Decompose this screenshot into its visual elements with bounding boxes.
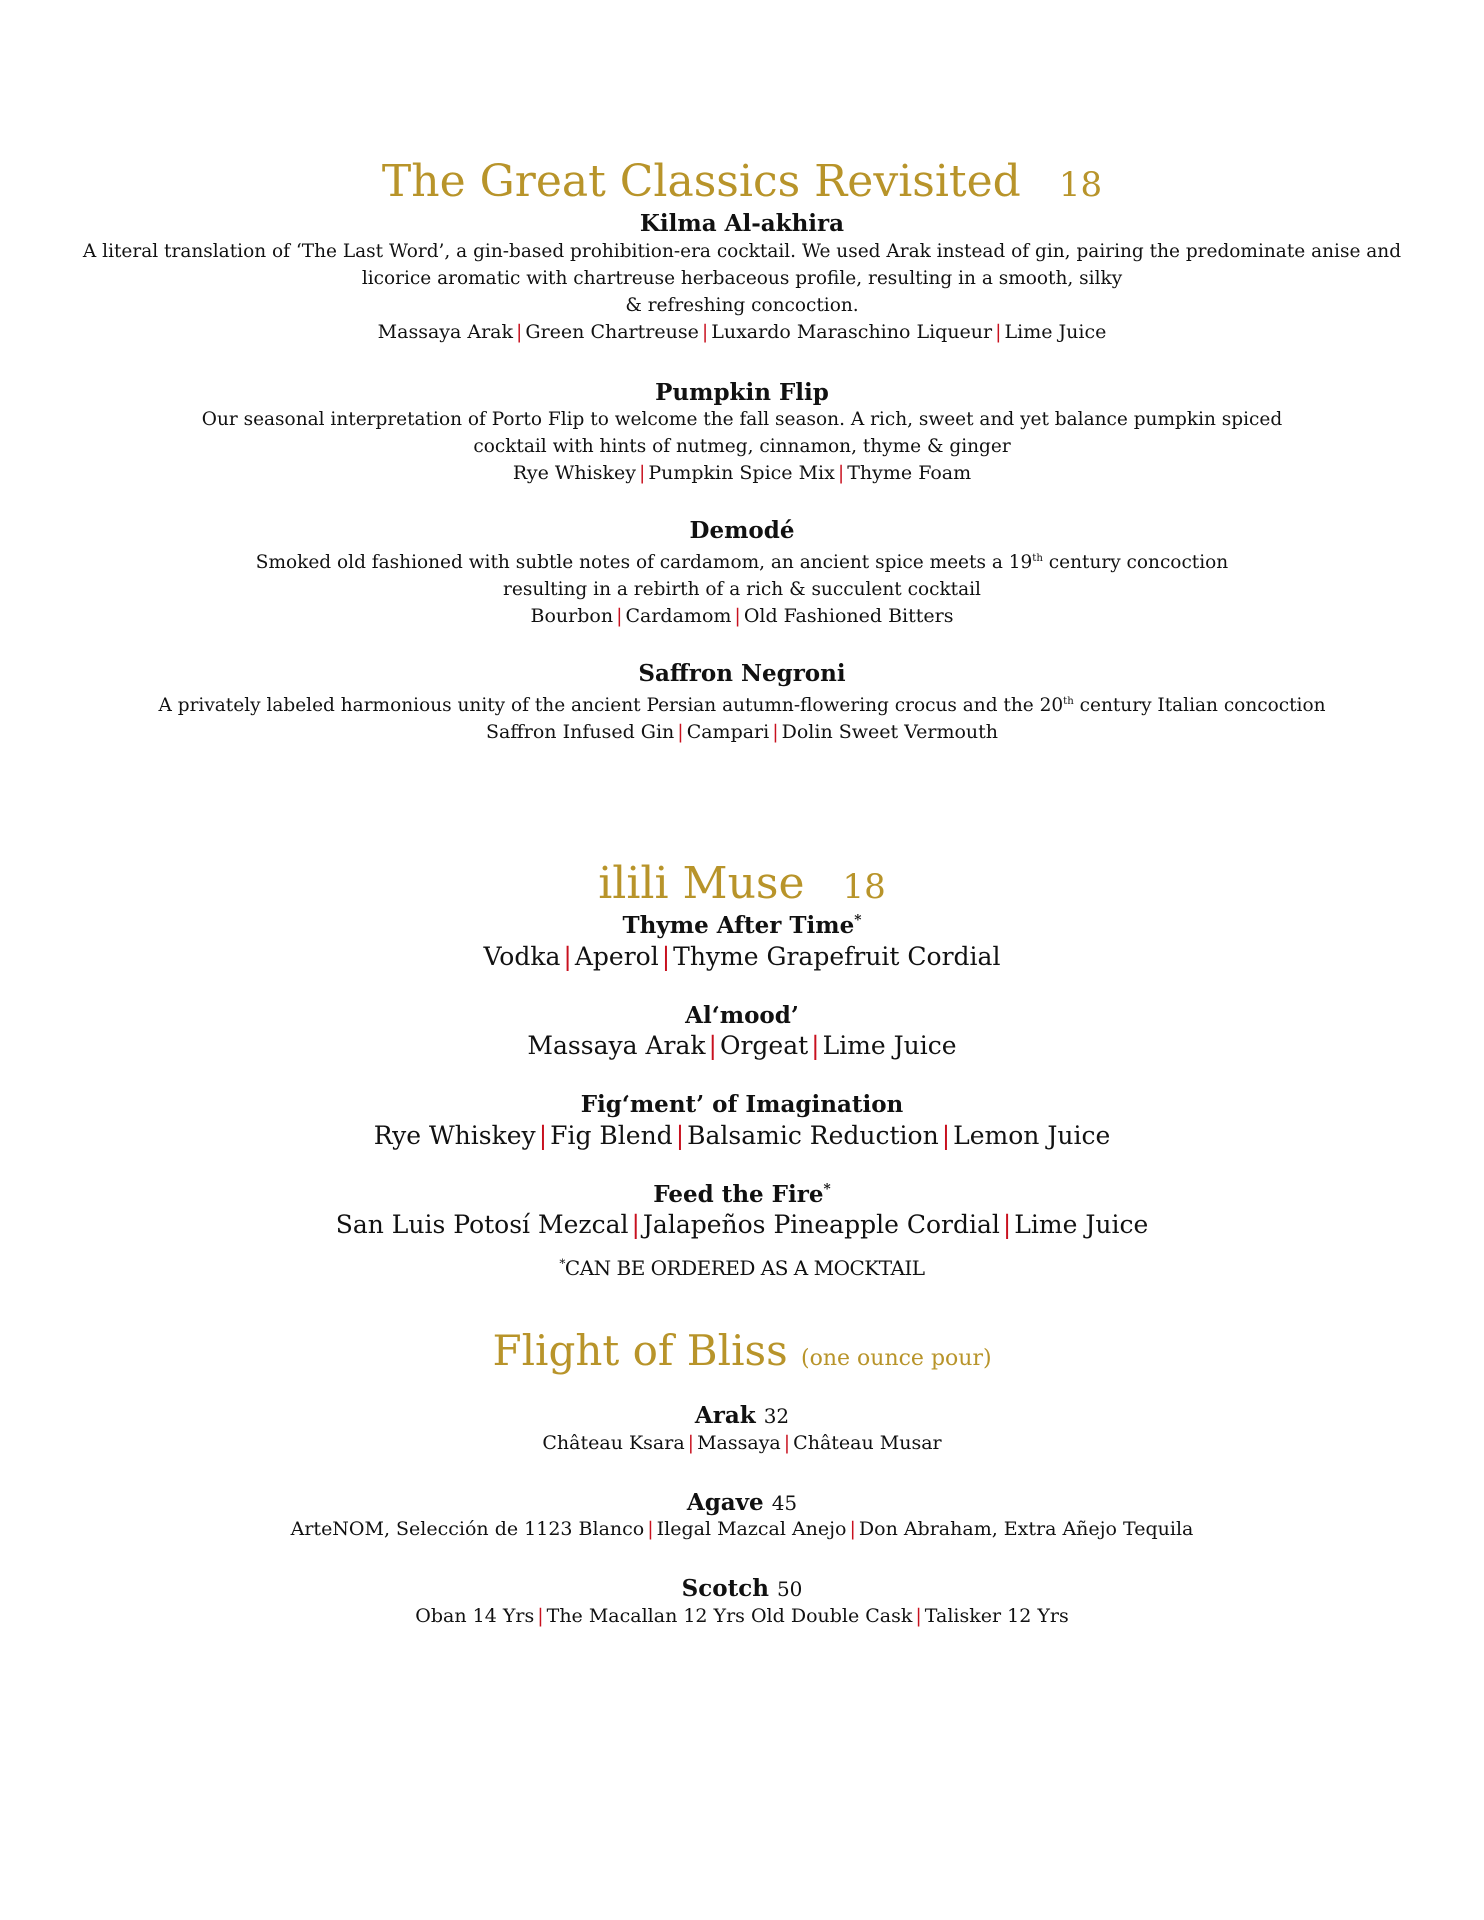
ingredient: Thyme Grapefruit Cordial: [673, 941, 1001, 971]
item-description: A literal translation of ‘The Last Word’, a gin-based prohibition-era cocktail. We used Arak instead of gin, pairing the predominate anise and: [82, 240, 1402, 262]
menu-item: [0, 1489, 1484, 1544]
item-description: cocktail with hints of nutmeg, cinnamon, thyme & ginger: [473, 436, 1011, 458]
muse-price: 18: [842, 867, 886, 907]
item-name-text: Arak: [694, 1402, 756, 1429]
desc-text: Smoked old fashioned with subtle notes of cardamom, an ancient spice meets a 19: [255, 551, 1033, 573]
item-description: Our seasonal interpretation of Porto Flip to welcome the fall season. A rich, sweet and yet balance pumpkin spiced: [201, 409, 1283, 431]
separator: |: [837, 462, 845, 485]
mocktail-note-text: CAN BE ORDERED AS A MOCKTAIL: [564, 1256, 925, 1281]
separator: |: [734, 604, 741, 627]
muse-title: [0, 858, 1484, 909]
ingredient: Lime Juice: [1004, 320, 1107, 343]
item-description: licorice aromatic with chartreuse herbaceous profile, resulting in a smooth, silky: [361, 267, 1123, 289]
item-ingredients: [0, 1516, 1484, 1543]
item-name: Demodé: [689, 517, 795, 545]
separator: |: [563, 941, 572, 971]
menu-item: [0, 1002, 1484, 1064]
separator: |: [915, 1604, 922, 1627]
item-price: 45: [771, 1490, 798, 1515]
ingredient: Pumpkin Spice Mix: [648, 462, 835, 485]
menu-item: [0, 210, 1484, 346]
menu-item: [0, 1402, 1484, 1457]
classics-title-text: The Great Classics Revisited: [381, 156, 1021, 207]
item-name: [0, 1181, 1484, 1209]
flight-section: [0, 1326, 1484, 1630]
ingredient: Campari: [686, 720, 770, 743]
item-ingredients: [0, 460, 1484, 487]
separator: |: [811, 1031, 820, 1061]
ingredient: Ilegal Mazcal Anejo: [656, 1518, 847, 1541]
item-ingredients: [0, 319, 1484, 346]
mocktail-star: *: [854, 912, 862, 929]
flight-title-text: Flight of Bliss: [492, 1326, 788, 1375]
ordinal-suffix: th: [1032, 552, 1043, 564]
ingredient: Bourbon: [530, 604, 614, 627]
ingredient: The Macallan 12 Yrs Old Double Cask: [546, 1604, 913, 1627]
item-name: Fig‘ment’ of Imagination: [580, 1091, 904, 1119]
ingredient: ArteNOM, Selección de 1123 Blanco: [290, 1518, 645, 1541]
item-description: [0, 688, 1484, 719]
separator: |: [783, 1431, 791, 1454]
item-description: & refreshing concoction.: [625, 294, 859, 316]
separator: |: [677, 720, 684, 743]
ingredient: Green Chartreuse: [525, 320, 699, 343]
item-name-text: Agave: [686, 1488, 764, 1516]
separator: |: [849, 1518, 856, 1541]
ingredient: Lime Juice: [822, 1031, 957, 1061]
separator: |: [631, 1210, 640, 1240]
ingredient: Saffron Infused Gin: [485, 720, 675, 743]
item-name: Kilma Al-akhira: [639, 210, 845, 237]
item-name: Pumpkin Flip: [655, 378, 829, 406]
separator: |: [616, 604, 623, 627]
ingredient: Vodka: [483, 941, 561, 971]
item-ingredients: [0, 1430, 1484, 1457]
ingredient: Château Ksara: [542, 1431, 685, 1454]
ordinal-suffix: th: [1063, 695, 1074, 707]
item-ingredients: [0, 1208, 1484, 1242]
separator: |: [537, 1604, 544, 1627]
menu-item: [0, 517, 1484, 630]
ingredient: Luxardo Maraschino Liqueur: [711, 320, 993, 343]
ingredient: Massaya Arak: [377, 320, 514, 343]
separator: |: [708, 1031, 717, 1061]
item-description: [0, 545, 1484, 576]
ingredient: Massaya Arak: [527, 1031, 706, 1061]
ingredient: Château Musar: [793, 1431, 942, 1454]
item-name: [0, 1575, 1484, 1603]
ingredient: Rye Whiskey: [512, 462, 636, 485]
muse-title-text: ilili Muse: [598, 858, 805, 909]
mocktail-star: *: [823, 1181, 831, 1198]
menu-item: [0, 912, 1484, 974]
separator: |: [1002, 1210, 1012, 1240]
ingredient: Oban 14 Yrs: [415, 1604, 535, 1627]
desc-text: century Italian concoction: [1073, 694, 1326, 716]
separator: |: [995, 320, 1002, 343]
ingredient: Fig Blend: [550, 1120, 673, 1150]
ingredient: San Luis Potosí Mezcal: [335, 1210, 629, 1240]
separator: |: [638, 462, 646, 485]
item-ingredients: [0, 940, 1484, 974]
item-name-text: Scotch: [681, 1575, 769, 1603]
classics-section: [0, 156, 1484, 746]
item-description: resulting in a rebirth of a rich & succulent cocktail: [503, 578, 981, 600]
desc-text: century concoction: [1042, 551, 1229, 573]
ingredient: Dolin Sweet Vermouth: [781, 720, 999, 743]
separator: |: [538, 1120, 548, 1150]
ingredient: Cardamom: [625, 604, 732, 627]
flight-title: [0, 1326, 1484, 1375]
item-name-text: Feed the Fire: [653, 1180, 824, 1208]
item-name: Saffron Negroni: [638, 659, 846, 687]
ingredient: Old Fashioned Bitters: [743, 604, 954, 627]
separator: |: [647, 1518, 654, 1541]
menu-item: [0, 1575, 1484, 1630]
muse-section: [0, 858, 1484, 1281]
separator: |: [675, 1120, 685, 1150]
item-price: 32: [763, 1404, 790, 1428]
ingredient: Rye Whiskey: [373, 1120, 536, 1150]
ingredient: Thyme Foam: [847, 462, 972, 485]
ingredient: Massaya: [697, 1431, 781, 1454]
menu-item: [0, 1181, 1484, 1243]
ingredient: Talisker 12 Yrs: [924, 1604, 1069, 1627]
separator: |: [661, 941, 671, 971]
separator: |: [701, 320, 709, 343]
ingredient: Orgeat: [719, 1031, 809, 1061]
separator: |: [687, 1431, 695, 1454]
ingredient: Balsamic Reduction: [687, 1120, 939, 1150]
item-price: 50: [776, 1577, 803, 1602]
separator: |: [772, 720, 779, 743]
item-name: [0, 912, 1484, 940]
classics-price: 18: [1058, 165, 1103, 205]
separator: |: [516, 320, 523, 343]
item-ingredients: [0, 1029, 1484, 1063]
separator: |: [941, 1120, 951, 1150]
ingredient: Don Abraham, Extra Añejo Tequila: [858, 1518, 1194, 1541]
item-name: [0, 1489, 1484, 1517]
item-name-text: Thyme After Time: [622, 912, 855, 939]
classics-title: [0, 156, 1484, 207]
item-name: Al‘mood’: [685, 1001, 799, 1029]
mocktail-star: *: [559, 1256, 565, 1271]
menu-item: [0, 1091, 1484, 1153]
menu-item: [0, 660, 1484, 746]
item-ingredients: [0, 1603, 1484, 1630]
ingredient: Lime Juice: [1014, 1210, 1149, 1240]
ingredient: Lemon Juice: [953, 1120, 1111, 1150]
item-ingredients: [0, 603, 1484, 630]
ingredient: Aperol: [574, 941, 659, 971]
item-ingredients: [0, 1119, 1484, 1153]
flight-subtitle: (one ounce pour): [801, 1346, 992, 1371]
item-name: [0, 1402, 1484, 1430]
mocktail-note: [0, 1256, 1484, 1280]
menu-item: [0, 379, 1484, 488]
desc-text: A privately labeled harmonious unity of the ancient Persian autumn-flowering crocus and the 20: [158, 694, 1064, 716]
ingredient: Jalapeños Pineapple Cordial: [642, 1210, 1000, 1240]
item-ingredients: [0, 719, 1484, 746]
